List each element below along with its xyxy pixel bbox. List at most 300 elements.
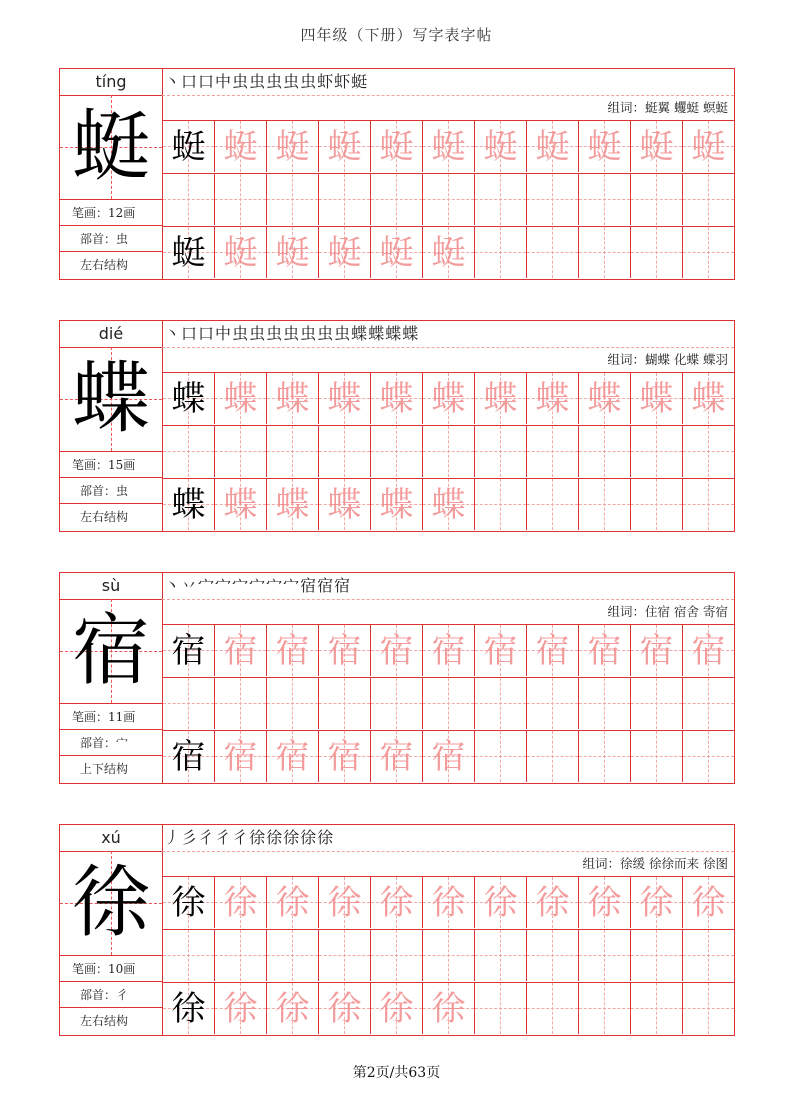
writing-cell[interactable] bbox=[474, 173, 526, 225]
writing-cell[interactable] bbox=[162, 929, 214, 981]
stroke-count: 笔画：12画 bbox=[60, 200, 162, 226]
writing-cell[interactable] bbox=[266, 173, 318, 225]
writing-cell[interactable] bbox=[318, 478, 370, 530]
trace-char: 宿 bbox=[327, 737, 362, 777]
writing-cell[interactable] bbox=[682, 372, 734, 424]
writing-cell[interactable] bbox=[318, 982, 370, 1034]
example-char: 蜓 bbox=[171, 127, 206, 167]
stroke-step: 虫 bbox=[334, 324, 351, 343]
practice-row bbox=[162, 372, 734, 424]
writing-cell[interactable] bbox=[578, 929, 630, 981]
writing-cell[interactable] bbox=[370, 876, 422, 928]
trace-char: 徐 bbox=[483, 883, 518, 923]
writing-cell[interactable] bbox=[370, 226, 422, 278]
model-char: 蝶 bbox=[71, 354, 150, 444]
trace-char: 宿 bbox=[535, 631, 570, 671]
stroke-count: 笔画：11画 bbox=[60, 704, 162, 730]
practice-row bbox=[162, 929, 734, 981]
writing-cell[interactable] bbox=[422, 173, 474, 225]
writing-cell[interactable] bbox=[318, 173, 370, 225]
writing-cell[interactable] bbox=[422, 624, 474, 676]
trace-char: 蝶 bbox=[223, 485, 258, 525]
writing-cell[interactable] bbox=[214, 120, 266, 172]
structure: 左右结构 bbox=[80, 1014, 129, 1028]
pinyin-label: xú bbox=[60, 825, 162, 852]
trace-char: 宿 bbox=[379, 737, 414, 777]
stroke-step: 口 bbox=[181, 324, 198, 343]
writing-cell[interactable] bbox=[630, 425, 682, 477]
writing-cell[interactable] bbox=[526, 372, 578, 424]
writing-cell[interactable] bbox=[422, 730, 474, 782]
structure: 左右结构 bbox=[80, 510, 129, 524]
writing-cell[interactable] bbox=[526, 478, 578, 530]
writing-cell[interactable] bbox=[682, 677, 734, 729]
stroke-step: 宀 bbox=[283, 576, 300, 595]
stroke-step: 虫 bbox=[283, 324, 300, 343]
writing-cell[interactable] bbox=[162, 120, 214, 172]
stroke-step: 虫 bbox=[232, 72, 249, 91]
stroke-step: 徐 bbox=[283, 828, 300, 847]
trace-char: 蜓 bbox=[379, 233, 414, 273]
stroke-step: 虫 bbox=[317, 324, 334, 343]
example-char: 蝶 bbox=[171, 379, 206, 419]
writing-cell[interactable] bbox=[474, 876, 526, 928]
writing-cell[interactable] bbox=[578, 425, 630, 477]
writing-cell[interactable] bbox=[318, 876, 370, 928]
practice-grid bbox=[162, 876, 734, 1036]
char-info-panel bbox=[59, 320, 163, 532]
trace-char: 蜓 bbox=[431, 127, 466, 167]
writing-cell[interactable] bbox=[682, 982, 734, 1034]
stroke-step: 宀 bbox=[232, 576, 249, 595]
page-title: 四年级（下册）写字表字帖 bbox=[300, 26, 493, 44]
writing-cell[interactable] bbox=[526, 173, 578, 225]
writing-cell[interactable] bbox=[266, 372, 318, 424]
writing-cell[interactable] bbox=[526, 876, 578, 928]
practice-area bbox=[162, 320, 735, 532]
writing-cell[interactable] bbox=[162, 982, 214, 1034]
stroke-step: 徐 bbox=[249, 828, 266, 847]
writing-cell[interactable] bbox=[630, 677, 682, 729]
trace-char: 蜓 bbox=[691, 127, 726, 167]
stroke-step: 口 bbox=[198, 72, 215, 91]
writing-cell[interactable] bbox=[630, 730, 682, 782]
stroke-step: 中 bbox=[215, 72, 232, 91]
stroke-order bbox=[162, 573, 351, 599]
writing-cell[interactable] bbox=[318, 929, 370, 981]
example-char: 蝶 bbox=[171, 485, 206, 525]
structure: 上下结构 bbox=[80, 762, 129, 776]
trace-char: 蜓 bbox=[639, 127, 674, 167]
stroke-step: 虾 bbox=[317, 72, 334, 91]
trace-char: 宿 bbox=[431, 631, 466, 671]
stroke-step: 虫 bbox=[232, 324, 249, 343]
writing-cell[interactable] bbox=[266, 982, 318, 1034]
practice-grid bbox=[162, 624, 734, 784]
writing-cell[interactable] bbox=[682, 624, 734, 676]
practice-row bbox=[162, 226, 734, 278]
stroke-step: 丷 bbox=[181, 576, 198, 595]
stroke-step: 宀 bbox=[249, 576, 266, 595]
example-char: 宿 bbox=[171, 737, 206, 777]
stroke-step: 丶 bbox=[164, 324, 181, 343]
writing-cell[interactable] bbox=[370, 624, 422, 676]
writing-cell[interactable] bbox=[682, 226, 734, 278]
stroke-count: 笔画：10画 bbox=[60, 956, 162, 982]
trace-char: 宿 bbox=[223, 631, 258, 671]
trace-char: 徐 bbox=[431, 989, 466, 1029]
trace-char: 蝶 bbox=[483, 379, 518, 419]
writing-cell[interactable] bbox=[318, 624, 370, 676]
writing-cell[interactable] bbox=[422, 677, 474, 729]
trace-char: 宿 bbox=[431, 737, 466, 777]
writing-cell[interactable] bbox=[318, 226, 370, 278]
char-block-4 bbox=[59, 824, 735, 1036]
stroke-count: 笔画：15画 bbox=[60, 452, 162, 478]
writing-cell[interactable] bbox=[266, 876, 318, 928]
writing-cell[interactable] bbox=[266, 226, 318, 278]
writing-cell[interactable] bbox=[370, 982, 422, 1034]
stroke-step: 虫 bbox=[300, 72, 317, 91]
writing-cell[interactable] bbox=[682, 730, 734, 782]
writing-cell[interactable] bbox=[370, 173, 422, 225]
radical: 部首：彳 bbox=[60, 982, 162, 1008]
word-examples: 组词：住宿 宿舍 寄宿 bbox=[607, 604, 728, 619]
trace-char: 徐 bbox=[691, 883, 726, 923]
writing-cell[interactable] bbox=[526, 929, 578, 981]
writing-cell[interactable] bbox=[266, 120, 318, 172]
stroke-step: 宿 bbox=[317, 576, 334, 595]
stroke-step: 宿 bbox=[334, 576, 351, 595]
stroke-step: 蝶 bbox=[402, 324, 419, 343]
trace-char: 宿 bbox=[379, 631, 414, 671]
writing-cell[interactable] bbox=[630, 478, 682, 530]
writing-cell[interactable] bbox=[266, 730, 318, 782]
writing-cell[interactable] bbox=[162, 425, 214, 477]
trace-char: 宿 bbox=[483, 631, 518, 671]
writing-cell[interactable] bbox=[526, 982, 578, 1034]
stroke-step: 彡 bbox=[181, 828, 198, 847]
writing-cell[interactable] bbox=[578, 876, 630, 928]
stroke-step: 彳 bbox=[232, 828, 249, 847]
stroke-step: 蜓 bbox=[351, 72, 368, 91]
writing-cell[interactable] bbox=[474, 372, 526, 424]
trace-char: 徐 bbox=[379, 883, 414, 923]
word-examples: 组词：徐缓 徐徐而来 徐图 bbox=[582, 856, 728, 871]
writing-cell[interactable] bbox=[214, 226, 266, 278]
writing-cell[interactable] bbox=[214, 173, 266, 225]
trace-char: 蝶 bbox=[587, 379, 622, 419]
writing-cell[interactable] bbox=[474, 226, 526, 278]
stroke-step: 丶 bbox=[164, 576, 181, 595]
stroke-order bbox=[162, 321, 419, 347]
stroke-step: 徐 bbox=[317, 828, 334, 847]
trace-char: 蜓 bbox=[483, 127, 518, 167]
practice-grid bbox=[162, 372, 734, 532]
writing-cell[interactable] bbox=[422, 929, 474, 981]
stroke-step: 虫 bbox=[249, 72, 266, 91]
structure: 左右结构 bbox=[80, 258, 129, 272]
model-char-cell bbox=[60, 599, 162, 704]
radical: 部首：宀 bbox=[60, 730, 162, 756]
model-char-cell bbox=[60, 851, 162, 956]
stroke-step: 彳 bbox=[198, 828, 215, 847]
trace-char: 徐 bbox=[275, 883, 310, 923]
stroke-step: 丿 bbox=[164, 828, 181, 847]
trace-char: 蝶 bbox=[691, 379, 726, 419]
writing-cell[interactable] bbox=[474, 929, 526, 981]
trace-char: 宿 bbox=[691, 631, 726, 671]
stroke-step: 丶 bbox=[164, 72, 181, 91]
page-footer: 第2页/共63页 bbox=[352, 1065, 441, 1081]
writing-cell[interactable] bbox=[682, 120, 734, 172]
writing-cell[interactable] bbox=[474, 730, 526, 782]
writing-cell[interactable] bbox=[370, 120, 422, 172]
writing-cell[interactable] bbox=[162, 226, 214, 278]
writing-cell[interactable] bbox=[578, 982, 630, 1034]
writing-cell[interactable] bbox=[318, 120, 370, 172]
writing-cell[interactable] bbox=[526, 677, 578, 729]
pinyin-label: sù bbox=[60, 573, 162, 600]
writing-cell[interactable] bbox=[214, 929, 266, 981]
writing-cell[interactable] bbox=[474, 624, 526, 676]
writing-cell[interactable] bbox=[474, 425, 526, 477]
writing-cell[interactable] bbox=[370, 677, 422, 729]
model-char: 宿 bbox=[71, 606, 150, 696]
trace-char: 徐 bbox=[223, 883, 258, 923]
writing-cell[interactable] bbox=[266, 425, 318, 477]
writing-cell[interactable] bbox=[526, 120, 578, 172]
pinyin-label: dié bbox=[60, 321, 162, 348]
char-block-1 bbox=[59, 68, 735, 280]
trace-char: 徐 bbox=[639, 883, 674, 923]
practice-area bbox=[162, 824, 735, 1036]
trace-char: 徐 bbox=[587, 883, 622, 923]
stroke-order bbox=[162, 69, 368, 95]
model-char-cell bbox=[60, 347, 162, 452]
trace-char: 宿 bbox=[587, 631, 622, 671]
stroke-step: 蝶 bbox=[385, 324, 402, 343]
writing-cell[interactable] bbox=[578, 120, 630, 172]
trace-char: 蝶 bbox=[379, 485, 414, 525]
char-info-panel bbox=[59, 824, 163, 1036]
trace-char: 蝶 bbox=[223, 379, 258, 419]
writing-cell[interactable] bbox=[578, 730, 630, 782]
example-char: 徐 bbox=[171, 989, 206, 1029]
stroke-step: 虾 bbox=[334, 72, 351, 91]
trace-char: 徐 bbox=[327, 989, 362, 1029]
stroke-step: 宀 bbox=[198, 576, 215, 595]
writing-cell[interactable] bbox=[578, 677, 630, 729]
trace-char: 徐 bbox=[327, 883, 362, 923]
stroke-step: 虫 bbox=[266, 72, 283, 91]
stroke-step: 虫 bbox=[266, 324, 283, 343]
trace-char: 蜓 bbox=[327, 127, 362, 167]
writing-cell[interactable] bbox=[214, 730, 266, 782]
writing-cell[interactable] bbox=[630, 120, 682, 172]
trace-char: 徐 bbox=[223, 989, 258, 1029]
writing-cell[interactable] bbox=[422, 876, 474, 928]
trace-char: 蝶 bbox=[639, 379, 674, 419]
model-char: 蜓 bbox=[71, 102, 150, 192]
writing-cell[interactable] bbox=[214, 372, 266, 424]
example-char: 宿 bbox=[171, 631, 206, 671]
writing-cell[interactable] bbox=[682, 929, 734, 981]
trace-char: 蜓 bbox=[275, 233, 310, 273]
stroke-step: 宀 bbox=[266, 576, 283, 595]
trace-char: 蜓 bbox=[379, 127, 414, 167]
trace-char: 蜓 bbox=[535, 127, 570, 167]
trace-char: 蜓 bbox=[275, 127, 310, 167]
trace-char: 宿 bbox=[275, 631, 310, 671]
writing-cell[interactable] bbox=[214, 624, 266, 676]
writing-cell[interactable] bbox=[578, 173, 630, 225]
example-char: 徐 bbox=[171, 883, 206, 923]
writing-cell[interactable] bbox=[682, 876, 734, 928]
writing-cell[interactable] bbox=[578, 624, 630, 676]
radical: 部首：虫 bbox=[60, 226, 162, 252]
writing-cell[interactable] bbox=[162, 730, 214, 782]
trace-char: 蝶 bbox=[327, 485, 362, 525]
trace-char: 宿 bbox=[223, 737, 258, 777]
writing-cell[interactable] bbox=[266, 478, 318, 530]
writing-cell[interactable] bbox=[526, 425, 578, 477]
trace-char: 徐 bbox=[379, 989, 414, 1029]
writing-cell[interactable] bbox=[318, 677, 370, 729]
writing-cell[interactable] bbox=[370, 425, 422, 477]
writing-cell[interactable] bbox=[474, 982, 526, 1034]
pinyin-label: tíng bbox=[60, 69, 162, 96]
writing-cell[interactable] bbox=[318, 372, 370, 424]
writing-cell[interactable] bbox=[682, 425, 734, 477]
writing-cell[interactable] bbox=[630, 226, 682, 278]
writing-cell[interactable] bbox=[162, 173, 214, 225]
char-block-2 bbox=[59, 320, 735, 532]
stroke-step: 彳 bbox=[215, 828, 232, 847]
writing-cell[interactable] bbox=[578, 372, 630, 424]
writing-cell[interactable] bbox=[682, 173, 734, 225]
writing-cell[interactable] bbox=[422, 478, 474, 530]
writing-cell[interactable] bbox=[578, 478, 630, 530]
writing-cell[interactable] bbox=[318, 425, 370, 477]
trace-char: 蜓 bbox=[223, 233, 258, 273]
model-char-cell bbox=[60, 95, 162, 200]
writing-cell[interactable] bbox=[162, 372, 214, 424]
trace-char: 蜓 bbox=[327, 233, 362, 273]
practice-row bbox=[162, 478, 734, 530]
char-info-panel bbox=[59, 572, 163, 784]
writing-cell[interactable] bbox=[214, 478, 266, 530]
trace-char: 蜓 bbox=[223, 127, 258, 167]
writing-cell[interactable] bbox=[162, 876, 214, 928]
writing-cell[interactable] bbox=[162, 624, 214, 676]
writing-cell[interactable] bbox=[162, 677, 214, 729]
stroke-step: 宿 bbox=[300, 576, 317, 595]
practice-area bbox=[162, 572, 735, 784]
stroke-step: 宀 bbox=[215, 576, 232, 595]
stroke-step: 蝶 bbox=[351, 324, 368, 343]
example-char: 蜓 bbox=[171, 233, 206, 273]
stroke-step: 虫 bbox=[300, 324, 317, 343]
writing-cell[interactable] bbox=[266, 929, 318, 981]
practice-area bbox=[162, 68, 735, 280]
char-block-3 bbox=[59, 572, 735, 784]
writing-cell[interactable] bbox=[422, 425, 474, 477]
writing-cell[interactable] bbox=[370, 730, 422, 782]
writing-cell[interactable] bbox=[422, 982, 474, 1034]
practice-row bbox=[162, 624, 734, 676]
writing-cell[interactable] bbox=[474, 677, 526, 729]
writing-cell[interactable] bbox=[370, 478, 422, 530]
trace-char: 徐 bbox=[431, 883, 466, 923]
writing-cell[interactable] bbox=[526, 624, 578, 676]
writing-cell[interactable] bbox=[266, 677, 318, 729]
practice-row bbox=[162, 730, 734, 782]
writing-cell[interactable] bbox=[422, 226, 474, 278]
writing-cell[interactable] bbox=[526, 226, 578, 278]
writing-cell[interactable] bbox=[630, 929, 682, 981]
writing-cell[interactable] bbox=[630, 982, 682, 1034]
radical: 部首：虫 bbox=[60, 478, 162, 504]
stroke-step: 中 bbox=[215, 324, 232, 343]
trace-char: 蝶 bbox=[431, 379, 466, 419]
trace-char: 宿 bbox=[275, 737, 310, 777]
trace-char: 徐 bbox=[535, 883, 570, 923]
char-info-panel bbox=[59, 68, 163, 280]
model-char: 徐 bbox=[71, 858, 150, 948]
practice-row bbox=[162, 876, 734, 928]
writing-cell[interactable] bbox=[214, 876, 266, 928]
stroke-step: 虫 bbox=[283, 72, 300, 91]
trace-char: 宿 bbox=[327, 631, 362, 671]
stroke-step: 蝶 bbox=[368, 324, 385, 343]
stroke-step: 徐 bbox=[266, 828, 283, 847]
trace-char: 蝶 bbox=[327, 379, 362, 419]
trace-char: 蝶 bbox=[379, 379, 414, 419]
writing-cell[interactable] bbox=[266, 624, 318, 676]
trace-char: 蝶 bbox=[275, 485, 310, 525]
trace-char: 蜓 bbox=[587, 127, 622, 167]
stroke-step: 口 bbox=[181, 72, 198, 91]
writing-cell[interactable] bbox=[318, 730, 370, 782]
writing-cell[interactable] bbox=[474, 120, 526, 172]
writing-cell[interactable] bbox=[474, 478, 526, 530]
writing-cell[interactable] bbox=[370, 929, 422, 981]
writing-cell[interactable] bbox=[578, 226, 630, 278]
writing-cell[interactable] bbox=[630, 173, 682, 225]
writing-cell[interactable] bbox=[630, 624, 682, 676]
writing-cell[interactable] bbox=[422, 120, 474, 172]
writing-cell[interactable] bbox=[214, 425, 266, 477]
stroke-step: 口 bbox=[198, 324, 215, 343]
writing-cell[interactable] bbox=[630, 876, 682, 928]
writing-cell[interactable] bbox=[682, 478, 734, 530]
stroke-order bbox=[162, 825, 334, 851]
writing-cell[interactable] bbox=[214, 677, 266, 729]
writing-cell[interactable] bbox=[370, 372, 422, 424]
writing-cell[interactable] bbox=[422, 372, 474, 424]
word-examples: 组词：蝴蝶 化蝶 蝶羽 bbox=[607, 352, 728, 367]
writing-cell[interactable] bbox=[214, 982, 266, 1034]
trace-char: 宿 bbox=[639, 631, 674, 671]
writing-cell[interactable] bbox=[526, 730, 578, 782]
trace-char: 蜓 bbox=[431, 233, 466, 273]
practice-row bbox=[162, 120, 734, 172]
writing-cell[interactable] bbox=[630, 372, 682, 424]
stroke-step: 徐 bbox=[300, 828, 317, 847]
writing-cell[interactable] bbox=[162, 478, 214, 530]
practice-row bbox=[162, 173, 734, 225]
